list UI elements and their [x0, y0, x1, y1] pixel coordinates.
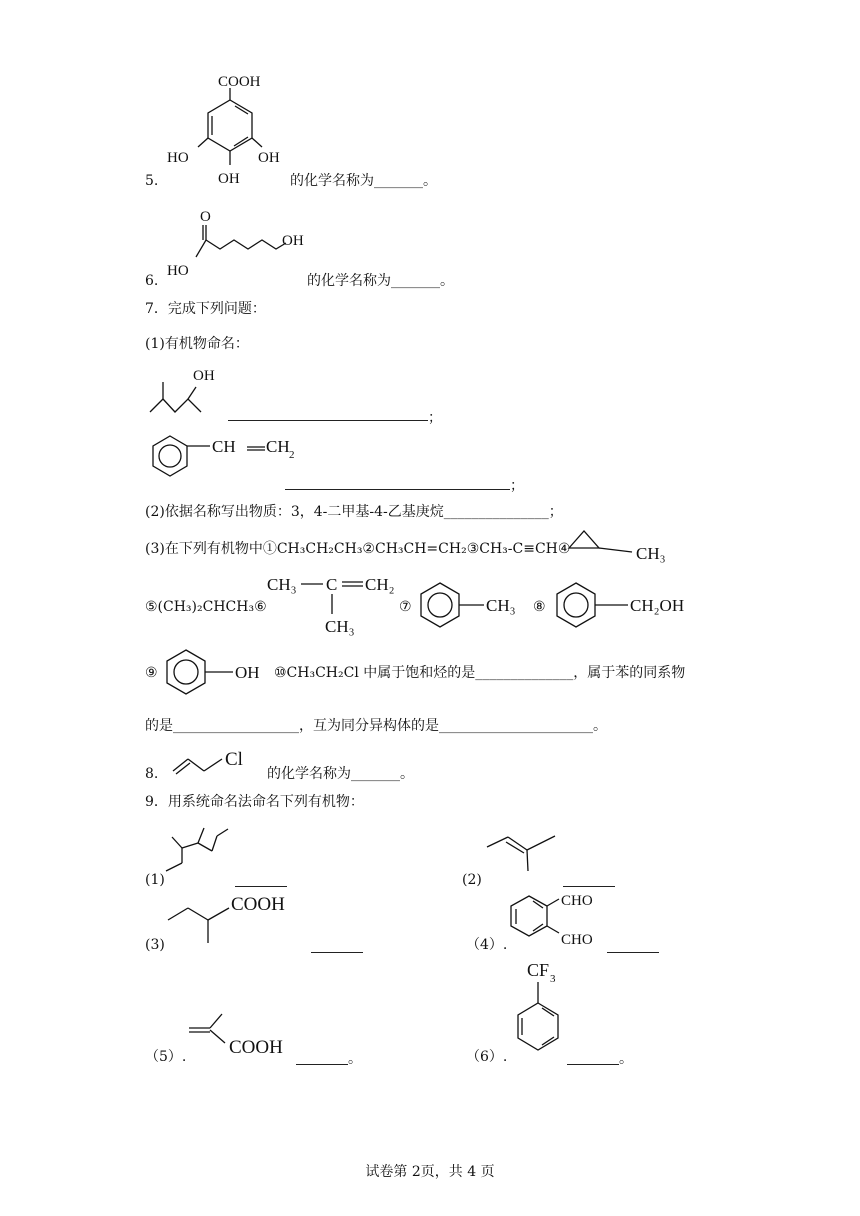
- benzyl-alcohol-structure: [548, 578, 698, 633]
- c-label: C: [326, 575, 338, 594]
- gallic-acid-structure: [160, 70, 290, 190]
- methylpropene-structure: [265, 568, 405, 643]
- answer-blank[interactable]: [235, 885, 287, 887]
- item-label: ⑤(CH₃)₂CHCH₃⑥: [145, 599, 267, 615]
- trifluoromethylbenzene-structure: [505, 958, 575, 1058]
- ho-label: HO: [167, 150, 189, 166]
- question-number: 6.: [145, 273, 159, 289]
- subquestion-title: (1)有机物命名：: [145, 336, 249, 352]
- cooh-label: COOH: [231, 894, 285, 915]
- answer-blank[interactable]: [285, 488, 510, 490]
- subquestion-text: (3)在下列有机物中①CH₃CH₂CH₃②CH₃CH=CH₂③CH₃-C≡CH④: [145, 541, 571, 557]
- subscript: 3: [550, 973, 556, 985]
- cho-label: CHO: [561, 893, 593, 909]
- item-label: (1): [145, 872, 165, 888]
- item-label: (3): [145, 937, 165, 953]
- cooh-label: COOH: [229, 1037, 283, 1058]
- ch2-label: CH: [266, 437, 290, 456]
- item-label: （4）.: [466, 937, 508, 953]
- question-title: 9．用系统命名法命名下列有机物：: [145, 794, 364, 810]
- oh-label: OH: [258, 150, 280, 166]
- ch3-label: CH₃: [486, 596, 516, 615]
- ch2oh-label: CH₂OH: [630, 596, 685, 615]
- ho-label: HO: [167, 263, 189, 279]
- answer-blank[interactable]: [607, 951, 659, 953]
- oh-label: OH: [235, 663, 260, 682]
- answer-blank[interactable]: [567, 1063, 619, 1065]
- item-label: ⑨: [145, 665, 158, 681]
- period: 。: [348, 1051, 362, 1067]
- cooh-label: COOH: [218, 74, 261, 90]
- oh-label: OH: [193, 368, 215, 384]
- alkene-skeleton-structure: [484, 833, 564, 878]
- ch3-label: CH₃: [325, 617, 355, 636]
- item-label: （5）.: [145, 1049, 187, 1065]
- ch2-label: CH₂: [365, 575, 395, 594]
- toluene-structure: [412, 578, 527, 633]
- question-text: 的化学名称为_______。: [307, 273, 454, 289]
- semicolon: ；: [510, 478, 524, 494]
- methylcyclopropane-structure: [564, 526, 674, 566]
- question-number: 5.: [145, 173, 159, 189]
- answer-blank[interactable]: [228, 419, 428, 421]
- subscript: 2: [289, 449, 295, 461]
- page-footer: 试卷第 2页，共 4 页: [365, 1164, 495, 1180]
- period: 。: [619, 1051, 633, 1067]
- subquestion-text: 的是__________________，互为同分异构体的是______________________。: [145, 718, 607, 734]
- phthalaldehyde-structure: [505, 888, 615, 953]
- cl-label: Cl: [225, 749, 243, 770]
- question-number: 8.: [145, 766, 159, 782]
- methylpentanol-structure: [145, 362, 225, 422]
- subquestion-text: (2)依据名称写出物质：3，4-二甲基-4-乙基庚烷_______________；: [145, 504, 563, 520]
- answer-blank[interactable]: [311, 951, 363, 953]
- alkane-skeleton-structure: [160, 823, 245, 878]
- ch3-label: CH₃: [636, 544, 666, 563]
- cf3-label: CF: [527, 960, 550, 980]
- item-label: ⑦: [399, 599, 412, 615]
- hydroxyhexanoic-acid-structure: [160, 205, 310, 280]
- ch3-label: CH₃: [267, 575, 297, 594]
- oh-label: OH: [282, 233, 304, 249]
- question-text: 的化学名称为_______。: [267, 766, 414, 782]
- question-title: 7．完成下列问题：: [145, 301, 266, 317]
- answer-blank[interactable]: [296, 1063, 348, 1065]
- oh-label: OH: [218, 171, 240, 187]
- cho-label: CHO: [561, 932, 593, 948]
- allyl-chloride-structure: [168, 743, 268, 778]
- styrene-structure: [145, 428, 305, 488]
- question-text: 的化学名称为_______。: [290, 173, 437, 189]
- answer-blank[interactable]: [563, 885, 615, 887]
- item-label: （6）.: [466, 1049, 508, 1065]
- methacrylic-acid-structure: [185, 1008, 295, 1063]
- semicolon: ；: [428, 410, 442, 426]
- methylbutanoic-acid-structure: [163, 888, 308, 953]
- o-label: O: [200, 209, 211, 225]
- item-label: (2): [462, 872, 482, 888]
- ch-label: CH: [212, 437, 236, 456]
- item-label: ⑧: [533, 599, 546, 615]
- subquestion-text: ⑩CH₃CH₂Cl 中属于饱和烃的是______________，属于苯的同系物: [274, 665, 686, 681]
- phenol-structure: [158, 645, 273, 700]
